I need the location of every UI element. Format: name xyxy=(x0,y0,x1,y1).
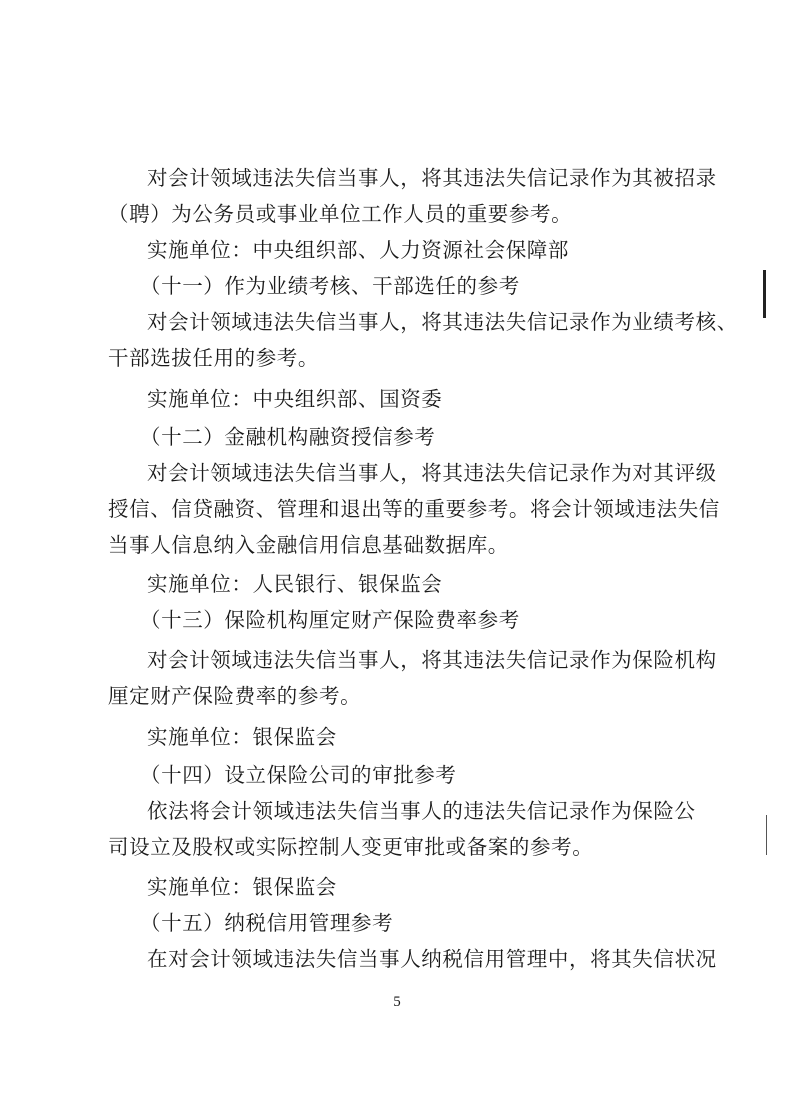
scan-mark xyxy=(763,270,766,318)
implementing-unit-line: 实施单位：银保监会 xyxy=(147,725,337,749)
implementing-unit-line: 实施单位：中央组织部、国资委 xyxy=(147,387,443,411)
paragraph-line: 对会计领域违法失信当事人，将其违法失信记录作为对其评级 xyxy=(147,461,717,485)
page-number: 5 xyxy=(393,994,401,1010)
implementing-unit-line: 实施单位：人民银行、银保监会 xyxy=(147,572,443,596)
implementing-unit-line: 实施单位：中央组织部、人力资源社会保障部 xyxy=(147,238,569,262)
paragraph-line: 对会计领域违法失信当事人，将其违法失信记录作为保险机构 xyxy=(147,648,717,672)
paragraph-line: （聘）为公务员或事业单位工作人员的重要参考。 xyxy=(108,202,573,226)
paragraph-line: 厘定财产保险费率的参考。 xyxy=(108,684,362,708)
paragraph-line: 对会计领域违法失信当事人，将其违法失信记录作为业绩考核、 xyxy=(147,310,738,334)
section-heading: （十一）作为业绩考核、干部选任的参考 xyxy=(140,274,520,298)
section-heading: （十四）设立保险公司的审批参考 xyxy=(140,763,457,787)
paragraph-line: 授信、信贷融资、管理和退出等的重要参考。将会计领域违法失信 xyxy=(108,497,720,521)
implementing-unit-line: 实施单位：银保监会 xyxy=(147,875,337,899)
paragraph-line: 干部选拔任用的参考。 xyxy=(108,346,319,370)
paragraph-line: 对会计领域违法失信当事人，将其违法失信记录作为其被招录 xyxy=(147,166,717,190)
section-heading: （十三）保险机构厘定财产保险费率参考 xyxy=(140,608,520,632)
paragraph-line: 在对会计领域违法失信当事人纳税信用管理中，将其失信状况 xyxy=(147,947,717,971)
paragraph-line: 依法将会计领域违法失信当事人的违法失信记录作为保险公 xyxy=(147,799,696,823)
paragraph-line: 当事人信息纳入金融信用信息基础数据库。 xyxy=(108,533,509,557)
paragraph-line: 司设立及股权或实际控制人变更审批或备案的参考。 xyxy=(108,835,594,859)
section-heading: （十二）金融机构融资授信参考 xyxy=(140,425,436,449)
scan-mark xyxy=(766,815,767,855)
section-heading: （十五）纳税信用管理参考 xyxy=(140,911,394,935)
